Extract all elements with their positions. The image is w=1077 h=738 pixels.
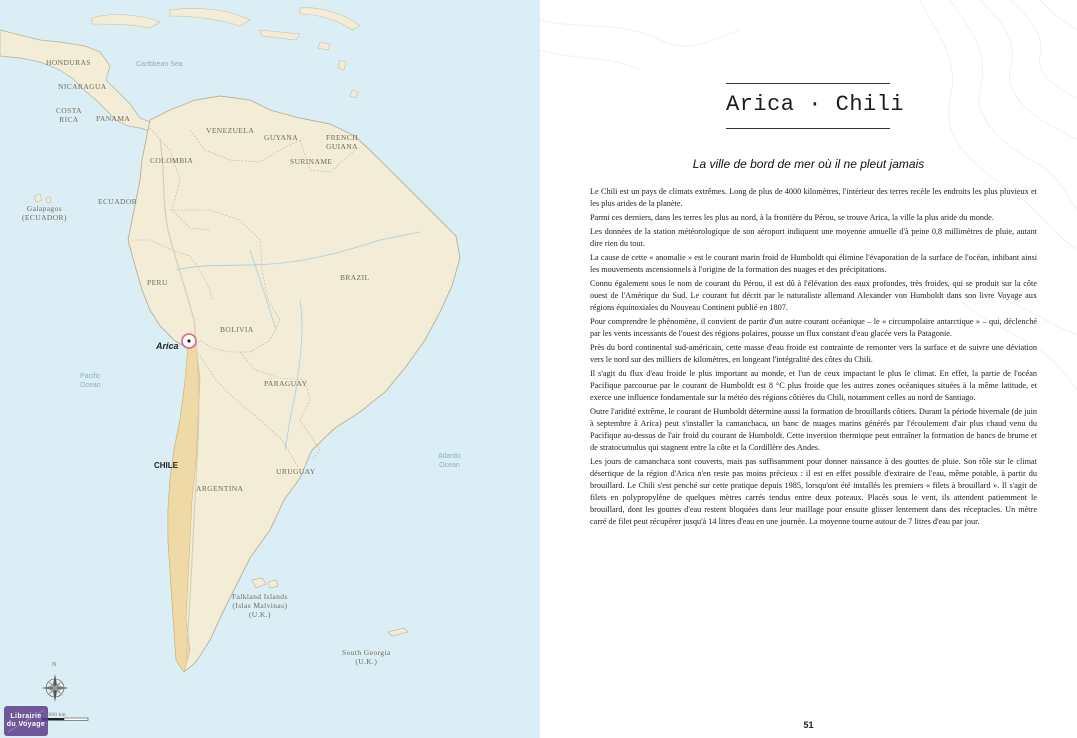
label-galapagos: Galapagos (ECUADOR) [22,204,67,222]
label-argentina: ARGENTINA [196,484,244,493]
paragraph: Parmi ces derniers, dans les terres les plus au nord, à la frontière du Pérou, se trouve Arica, la ville la plus aride du monde. [590,213,994,222]
arica-marker-dot [187,339,190,342]
label-guyana: GUYANA [264,133,299,142]
title-country: Chili [835,92,905,117]
paragraph: Connu également sous le nom de courant du Pérou, il est dû à l'élévation des eaux profondes, très froides, qui se produit sur la côte ouest de l'Amérique du Sud. Le courant fut décrit par le naturaliste allemand Alexander von Humboldt dans son livre Voyage aux régions équinoxiales du Nouveau Continent publié en 1807. [590,279,1037,312]
label-bolivia: BOLIVIA [220,325,254,334]
label-falkland-islands: Falkland Islands (Islas Malvinas) (U.K.) [232,592,288,619]
label-nicaragua: NICARAGUA [58,82,107,91]
falkland-islands [252,578,278,588]
title-separator: · [808,92,822,117]
galapagos-islands [34,194,51,203]
compass-north-label: N [52,662,57,668]
label-brazil: BRAZIL [340,273,370,282]
watermark-text: Librairie du Voyage [6,713,46,728]
label-ecuador: ECUADOR [98,197,138,206]
label-colombia: COLOMBIA [150,156,194,165]
label-panama: PANAMA [96,114,131,123]
text-page [540,0,1077,738]
article-title [726,92,905,117]
label-uruguay: URUGUAY [276,467,316,476]
label-venezuela: VENEZUELA [206,126,255,135]
label-honduras: HONDURAS [46,58,91,67]
paragraph: Pour comprendre le phénomène, il convient de partir d'un autre courant océanique – le « circumpolaire antarctique » – qui, déclenché par les vents incessants de l'ouest des régions polaires, pousse un flux constant d'eau glacée vers la Patagonie. [590,317,1037,338]
title-block [726,78,905,128]
label-suriname: SURINAME [290,157,333,166]
compass-rose-icon [41,674,69,702]
scale-label: 1 000 km [44,713,67,718]
paragraph: La cause de cette « anomalie » est le courant marin froid de Humboldt qui élimine l'évaporation de la surface de l'océan, inhibant ainsi les mouvements ascensionnels à l'origine de la formation des nuages et des précipitations. [590,253,1037,274]
page-number: 51 [803,720,814,730]
title-rule-top [726,83,890,84]
label-costa-rica: COSTA RICA [56,106,82,124]
paragraph: Près du bord continental sud-américain, cette masse d'eau froide est contrainte de remonter vers la surface et de suivre une déviation vers le nord sur des milliers de kilomètres, en longeant l'intégralité des côtes du Chili. [590,343,1037,364]
label-french-guiana: FRENCH GUIANA [326,133,358,151]
paragraph: Le Chili est un pays de climats extrêmes. Long de plus de 4000 kilomètres, l'intérieur des terres recèle les endroits les plus pluvieux et les plus arides de la planète. [590,187,1037,208]
label-paraguay: PARAGUAY [264,379,308,388]
paragraph: Les données de la station météorologique de son aéroport indiquent une moyenne annuelle d'à peine 0,8 millimètres de pluie, autant dire rien du tout. [590,227,1037,248]
article-body [590,186,1037,530]
south-georgia [388,628,408,636]
label-pacific-ocean: Pacific Ocean [80,373,101,389]
label-caribbean-sea: Caribbean Sea [136,61,183,68]
label-peru: PERU [147,278,168,287]
caribbean-islands [92,8,360,98]
paragraph: Outre l'aridité extrême, le courant de Humboldt détermine aussi la formation de brouillards côtiers. Durant la période hivernale (de juin à septembre à Arica) peut s'installer la camanchaca, un banc de nuages marins générés par l'écoulement d'air plus chaud venu du Pacifique au-dessus de l'air froid du courant de Humboldt. Cette inversion thermique peut entraîner la formation de bancs de brume et de stratocumulus qui stagnent entre la côte et la Cordillère des Andes. [590,407,1037,452]
label-atlantic-ocean: Atlantic Ocean [438,453,461,469]
title-city: Arica [726,92,795,117]
label-arica: Arica [156,341,179,351]
paragraph: Les jours de camanchaca sont couverts, mais pas suffisamment pour donner naissance à des gouttes de pluie. Son rôle sur le climat désertique de la région d'Arica n'en reste pas moins précieux : il est en effet possible d'extraire de l'eau, même potable, à partir du brouillard. Le Chili s'est penché sur cette pratique depuis 1985, lorsqu'ont été installés les premiers « filets à brouillard ». Il s'agit de filets en polypropylène de quelques mètres carrés tendus entre deux poteaux. Placés sous le vent, ils attendent patiemment le brouillard, dont les gouttes d'eau restent bloquées dans leur maillage pour ensuite glisser lentement dans des réceptacles. Un mètre carré de filet peut récupérer jusqu'à 14 litres d'eau en une journée. La moyenne tourne autour de 7 litres d'eau par jour. [590,457,1037,526]
label-chile: CHILE [154,461,178,470]
article-subtitle: La ville de bord de mer où il ne pleut jamais [692,157,925,171]
paragraph: Il s'agit du flux d'eau froide le plus important au monde, et l'un de ceux impactant le plus le climat. En effet, la partie de l'océan Pacifique parcourue par le courant de Humboldt est 8 °C plus froide que les autres zones océaniques situées à la même latitude, et exerce une influence fondamentale sur la météo des régions côtières du Chili, notamment celles au nord de Santiago. [590,369,1037,402]
title-rule-bottom [726,128,890,129]
label-south-georgia: South Georgia (U.K.) [342,648,391,666]
